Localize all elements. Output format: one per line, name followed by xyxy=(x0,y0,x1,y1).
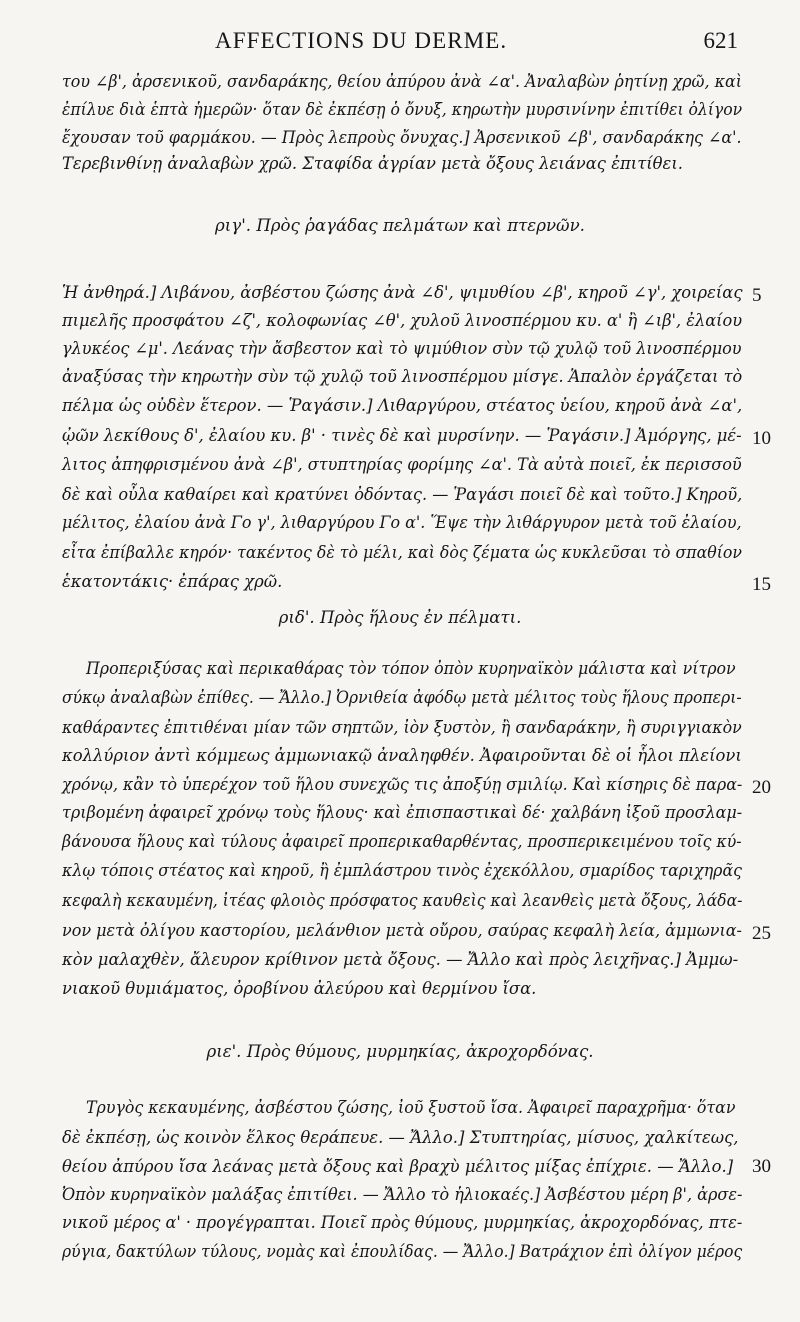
text-line: ᾠῶν λεκίθους δ', ἐλαίου κυ. β' · τινὲς δὲ καὶ μυρσίνην. — Ῥαγάσιν.] Ἀμόργης, μέ- xyxy=(62,426,742,445)
text-line: κὸν μαλαχθὲν, ἄλευρον κρίθινον μετὰ ὄξους. — Ἄλλο καὶ πρὸς λειχῆνας.] Ἀμμω- xyxy=(62,950,739,969)
text-line: βάνουσα ἥλους καὶ τύλους ἀφαιρεῖ προπερικαθαρθέντας, προσπερικειμένου τοῖς κύ- xyxy=(62,832,742,851)
page-number: 621 xyxy=(703,28,738,53)
text-line: λιτος ἀπηφρισμένου ἀνὰ ∠β', στυπτηρίας φορίμης ∠α'. Τὰ αὐτὰ ποιεῖ, ἐκ περισσοῦ xyxy=(62,455,742,474)
line-number: 20 xyxy=(752,777,771,798)
text-line: ἑκατοντάκις· ἐπάρας χρῶ. xyxy=(62,572,283,591)
text-line: ἔχουσαν τοῦ φαρμάκου. — Πρὸς λεπροὺς ὄνυχας.] Ἀρσενικοῦ ∠β', σανδαράκης ∠α'. xyxy=(62,128,742,147)
text-line: Ἡ ἀνθηρά.] Λιβάνου, ἀσβέστου ζώσης ἀνὰ ∠δ', ψιμυθίου ∠β', κηροῦ ∠γ', χοιρείας xyxy=(62,283,743,302)
text-line: σύκῳ ἀναλαβὼν ἐπίθες. — Ἄλλο.] Ὀρνιθεία ἀφόδῳ μετὰ μέλιτος τοὺς ἥλους προπερι- xyxy=(62,688,742,707)
text-line: του ∠β', ἀρσενικοῦ, σανδαράκης, θείου ἀπύρου ἀνὰ ∠α'. Ἀναλαβὼν ῥητίνῃ χρῶ, καὶ xyxy=(62,72,742,91)
text-line: καθάραντες ἐπιτιθέναι μίαν τῶν σηπτῶν, ἰὸν ξυστὸν, ἢ σανδαράκην, ἢ συριγγιακὸν xyxy=(62,718,742,737)
text-line: εἶτα ἐπίβαλλε κηρόν· τακέντος δὲ τὸ μέλι, καὶ δὸς ζέματα ὡς κυκλεῦσαι τὸ σπαθίον xyxy=(62,543,742,562)
text-line: ἐπίλυε διὰ ἑπτὰ ἡμερῶν· ὅταν δὲ ἐκπέσῃ ὁ ὄνυξ, κηρωτὴν μυρσινίνην ἐπιτίθει ὀλίγον xyxy=(62,100,743,119)
text-line: μέλιτος, ἐλαίου ἀνὰ Γο γ', λιθαργύρου Γο α'. Ἕψε τὴν λιθάργυρον μετὰ τοῦ ἐλαίου, xyxy=(62,513,742,532)
text-line: δὲ ἐκπέσῃ, ὡς κοινὸν ἕλκος θεράπευε. — Ἄλλο.] Στυπτηρίας, μίσυος, χαλκίτεως, xyxy=(62,1128,739,1147)
text-line: γλυκέος ∠μ'. Λεάνας τὴν ἄσβεστον καὶ τὸ ψιμύθιον σὺν τῷ χυλῷ τοῦ λινοσπέρμου xyxy=(62,339,742,358)
running-title: AFFECTIONS DU DERME. xyxy=(215,28,508,53)
section-heading: ριγ'. Πρὸς ῥαγάδας πελμάτων καὶ πτερνῶν. xyxy=(215,216,585,235)
text-line: κεφαλὴ κεκαυμένη, ἰτέας φλοιὸς πρόσφατος καυθεὶς καὶ λεανθεὶς μετὰ ὄξους, λάδα- xyxy=(62,891,743,910)
text-line: ἀναξύσας τὴν κηρωτὴν σὺν τῷ χυλῷ τοῦ λινοσπέρμου μίσγε. Ἁπαλὸν ἐργάζεται τὸ xyxy=(62,367,743,386)
line-number: 25 xyxy=(752,923,771,944)
section-heading: ριε'. Πρὸς θύμους, μυρμηκίας, ἀκροχορδόνας. xyxy=(206,1042,594,1061)
text-line: κολλύριον ἀντὶ κόμμεως ἀμμωνιακῷ ἀναληφθέν. Ἀφαιροῦνται δὲ οἱ ἧλοι πλείονι xyxy=(62,746,742,765)
text-line: χρόνῳ, κἂν τὸ ὑπερέχον τοῦ ἥλου συνεχῶς τις ἀποξύῃ σμιλίῳ. Καὶ κίσηρις δὲ παρα- xyxy=(62,775,743,794)
text-line: Τερεβινθίνῃ ἀναλαβὼν χρῶ. Σταφίδα ἀγρίαν μετὰ ὄξους λειάνας ἐπιτίθει. xyxy=(62,154,683,173)
text-line: πέλμα ὡς οὐδὲν ἕτερον. — Ῥαγάσιν.] Λιθαργύρου, στέατος ὑείου, κηροῦ ἀνὰ ∠α', xyxy=(62,396,743,415)
text-line: νιακοῦ θυμιάματος, ὀροβίνου ἀλεύρου καὶ θερμίνου ἴσα. xyxy=(62,979,537,998)
section-heading: ριδ'. Πρὸς ἥλους ἐν πέλματι. xyxy=(278,608,522,627)
text-line: νικοῦ μέρος α' · προγέγραπται. Ποιεῖ πρὸς θύμους, μυρμηκίας, ἀκροχορδόνας, πτε- xyxy=(62,1213,743,1232)
line-number: 5 xyxy=(752,285,762,306)
text-line: ρύγια, δακτύλων τύλους, νομὰς καὶ ἐπουλίδας. — Ἄλλο.] Βατράχιον ἐπὶ ὀλίγον μέρος xyxy=(62,1242,743,1261)
text-line: νον μετὰ ὀλίγου καστορίου, μελάνθιον μετὰ οὔρου, σαύρας κεφαλὴ λεία, ἀμμωνια- xyxy=(62,921,742,940)
text-line: δὲ καὶ οὖλα καθαίρει καὶ κρατύνει ὀδόντας. — Ῥαγάσι ποιεῖ δὲ καὶ τοῦτο.] Κηροῦ, xyxy=(62,485,743,504)
text-line: Ὀπὸν κυρηναϊκὸν μαλάξας ἐπιτίθει. — Ἄλλο τὸ ἡλιοκαές.] Ἀσβέστου μέρη β', ἀρσε- xyxy=(62,1185,743,1204)
running-head xyxy=(215,28,738,64)
text-line: Προπεριξύσας καὶ περικαθάρας τὸν τόπον ὀπὸν κυρηναϊκὸν μάλιστα καὶ νίτρον xyxy=(86,659,736,678)
text-line: κλῳ τόποις στέατος καὶ κηροῦ, ἢ ἐμπλάστρου τινὸς ἐχεκόλλου, σμαρίδος ταριχηρᾶς xyxy=(62,861,742,880)
line-number: 15 xyxy=(752,574,771,595)
text-line: τριβομένη ἀφαιρεῖ χρόνῳ τοὺς ἥλους· καὶ ἐπισπαστικαὶ δέ· χαλβάνη ἰξοῦ προσλαμ- xyxy=(62,803,743,822)
line-number: 30 xyxy=(752,1156,771,1177)
text-line: πιμελῆς προσφάτου ∠ζ', κολοφωνίας ∠θ', χυλοῦ λινοσπέρμου κυ. α' ἢ ∠ιβ', ἐλαίου xyxy=(62,311,743,330)
line-number: 10 xyxy=(752,428,771,449)
text-line: Τρυγὸς κεκαυμένης, ἀσβέστου ζώσης, ἰοῦ ξυστοῦ ἴσα. Ἀφαιρεῖ παραχρῆμα· ὅταν xyxy=(86,1098,736,1117)
text-line: θείου ἀπύρου ἴσα λεάνας μετὰ ὄξους καὶ βραχὺ μέλιτος μίξας ἐπίχριε. — Ἄλλο.] xyxy=(62,1157,734,1176)
